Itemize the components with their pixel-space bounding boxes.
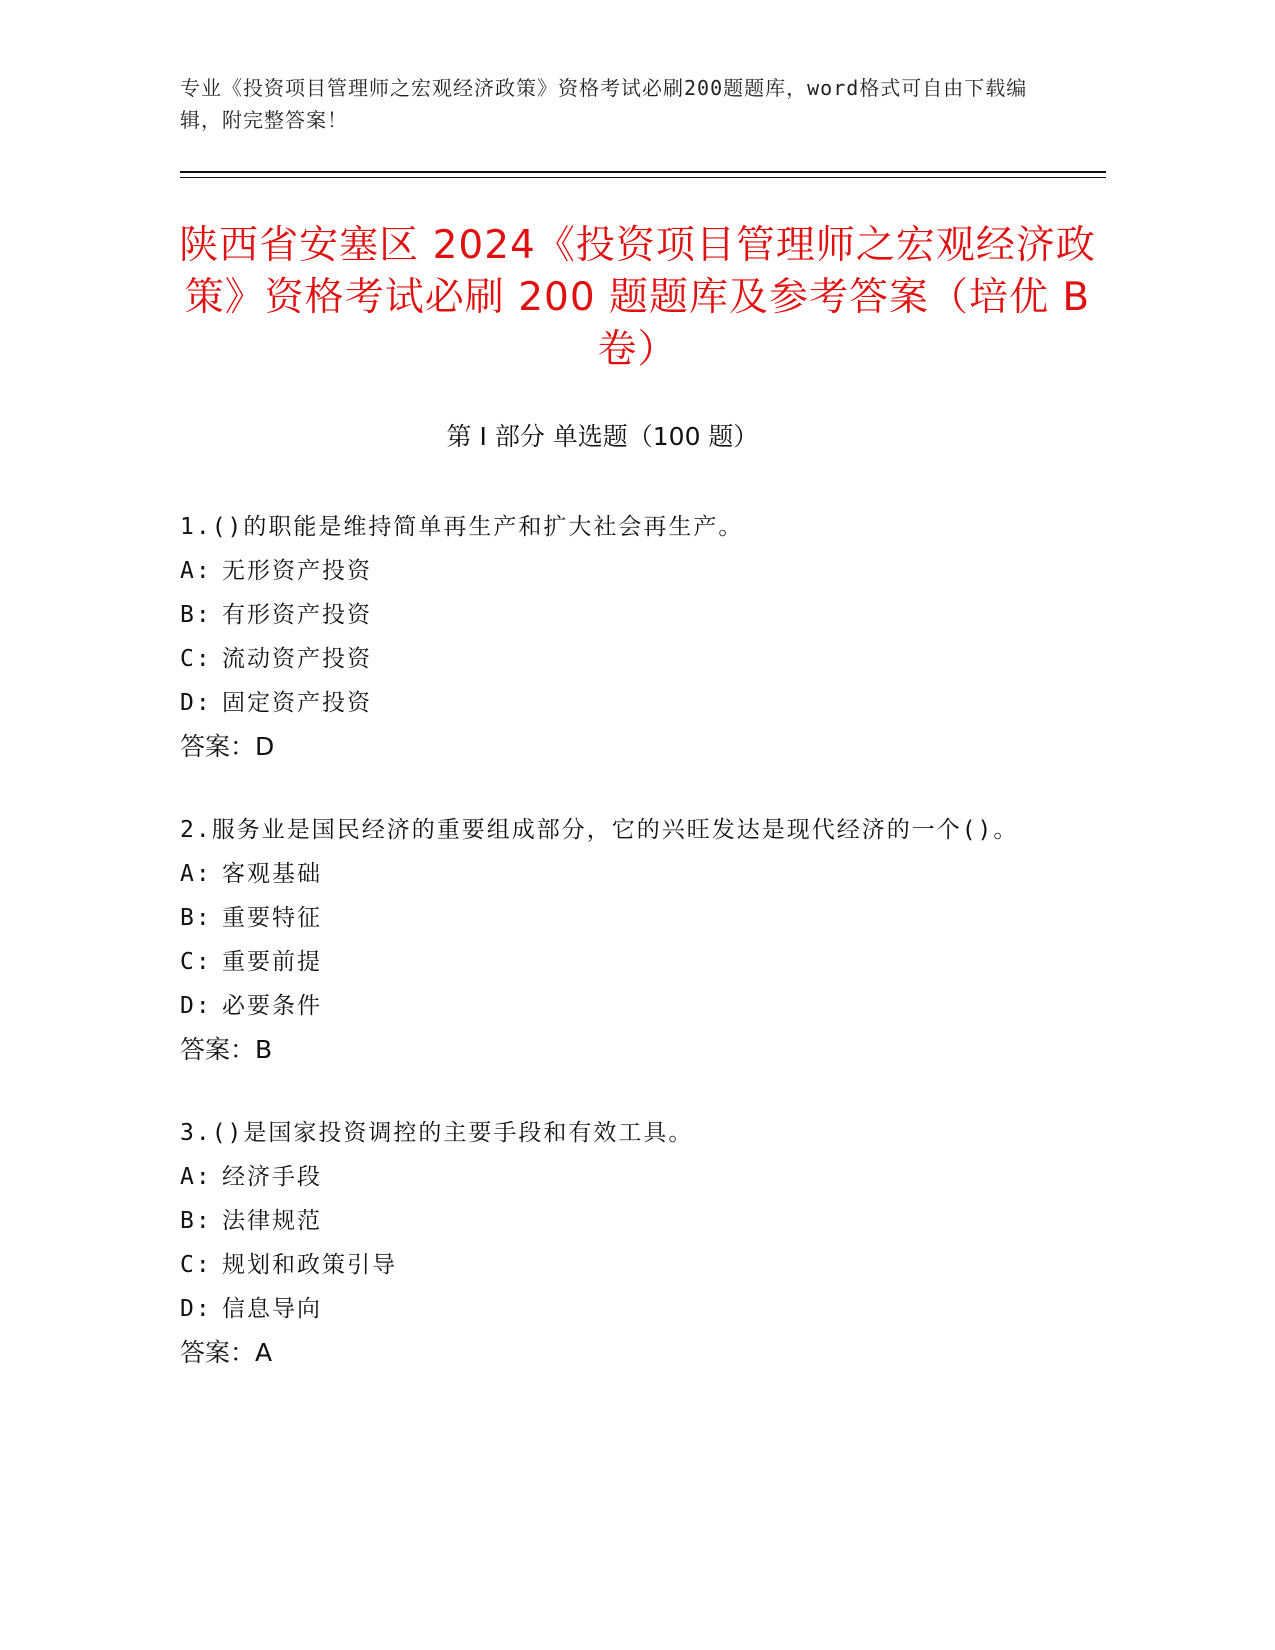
option-key: D: xyxy=(180,993,212,1019)
answer-line: 答案：A xyxy=(180,1338,273,1367)
answer-line: 答案：D xyxy=(180,732,275,761)
option-d xyxy=(180,681,1040,725)
option-text: 固定资产投资 xyxy=(222,690,372,716)
option-text: 重要特征 xyxy=(222,905,322,931)
option-text: 经济手段 xyxy=(222,1164,322,1190)
section-title: 第 I 部分 单选题（100 题） xyxy=(446,422,759,451)
question-2 xyxy=(180,808,1040,1072)
document-title: 陕西省安塞区 2024《投资项目管理师之宏观经济政策》资格考试必刷 200 题题库及参考答案（培优 B 卷） xyxy=(179,223,1096,372)
header-note: 专业《投资项目管理师之宏观经济政策》资格考试必刷200题题库，word格式可自由下载编辑，附完整答案！ xyxy=(180,76,1028,132)
header-divider-thin xyxy=(180,177,1106,178)
option-text: 规划和政策引导 xyxy=(222,1252,397,1278)
question-3 xyxy=(180,1111,1040,1375)
question-stem: 3.()是国家投资调控的主要手段和有效工具。 xyxy=(180,1120,694,1146)
option-key: A: xyxy=(180,1164,212,1190)
answer-line: 答案：B xyxy=(180,1035,273,1064)
option-key: C: xyxy=(180,949,212,975)
question-list xyxy=(180,505,1040,1414)
option-a xyxy=(180,1155,1040,1199)
option-text: 流动资产投资 xyxy=(222,646,372,672)
option-text: 必要条件 xyxy=(222,993,322,1019)
option-b xyxy=(180,896,1040,940)
option-c xyxy=(180,1243,1040,1287)
option-text: 法律规范 xyxy=(222,1208,322,1234)
option-c xyxy=(180,940,1040,984)
option-text: 有形资产投资 xyxy=(222,602,372,628)
option-d xyxy=(180,984,1040,1028)
option-c xyxy=(180,637,1040,681)
question-stem: 2.服务业是国民经济的重要组成部分，它的兴旺发达是现代经济的一个()。 xyxy=(180,817,1019,843)
option-key: D: xyxy=(180,1296,212,1322)
option-text: 无形资产投资 xyxy=(222,558,372,584)
option-key: B: xyxy=(180,1208,212,1234)
option-text: 客观基础 xyxy=(222,861,322,887)
option-b xyxy=(180,593,1040,637)
option-key: C: xyxy=(180,1252,212,1278)
header-divider-thick xyxy=(180,171,1106,173)
option-key: D: xyxy=(180,690,212,716)
option-text: 信息导向 xyxy=(222,1296,322,1322)
option-key: B: xyxy=(180,905,212,931)
option-key: B: xyxy=(180,602,212,628)
option-a xyxy=(180,549,1040,593)
option-key: A: xyxy=(180,558,212,584)
option-key: C: xyxy=(180,646,212,672)
question-stem: 1.()的职能是维持简单再生产和扩大社会再生产。 xyxy=(180,514,744,540)
question-1 xyxy=(180,505,1040,769)
option-a xyxy=(180,852,1040,896)
option-d xyxy=(180,1287,1040,1331)
option-key: A: xyxy=(180,861,212,887)
option-b xyxy=(180,1199,1040,1243)
option-text: 重要前提 xyxy=(222,949,322,975)
